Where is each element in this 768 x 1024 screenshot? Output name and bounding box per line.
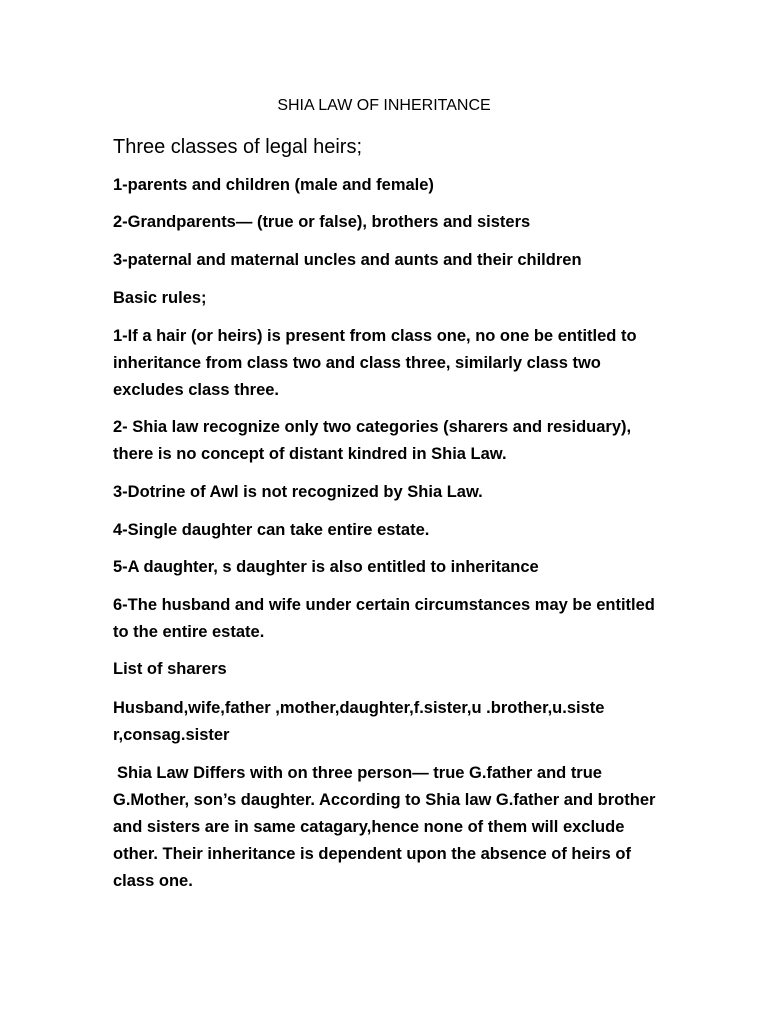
section-heading: Three classes of legal heirs; bbox=[113, 136, 363, 158]
rule-item-4: 4-Single daughter can take entire estate. bbox=[113, 521, 430, 539]
rule-item-2: 2- Shia law recognize only two categories (sharers and residuary), there is no concept of distant kindred in Shia Law. bbox=[113, 418, 632, 463]
closing-paragraph: Shia Law Differs with on three person— true G.father and true G.Mother, son’s daughter. According to Shia law G.father and brother and sisters are in same catagary,hence none of them will exclude other. Their inheritance is dependent upon the absence of heirs of class one. bbox=[113, 764, 656, 890]
sharers-list-line-1: Husband,wife,father ,mother,daughter,f.sister,u .brother,u.siste bbox=[113, 699, 605, 717]
class-item-1: 1-parents and children (male and female) bbox=[113, 176, 434, 194]
class-item-2: 2-Grandparents— (true or false), brothers and sisters bbox=[113, 213, 531, 231]
rule-item-6: 6-The husband and wife under certain circumstances may be entitled to the entire estate. bbox=[113, 596, 655, 641]
document-title: SHIA LAW OF INHERITANCE bbox=[277, 97, 491, 114]
basic-rules-label: Basic rules; bbox=[113, 289, 207, 307]
rule-item-1: 1-If a hair (or heirs) is present from class one, no one be entitled to inheritance from class two and class three, similarly class two excludes class three. bbox=[113, 327, 637, 399]
class-item-3: 3-paternal and maternal uncles and aunts and their children bbox=[113, 251, 582, 269]
sharers-label: List of sharers bbox=[113, 660, 227, 678]
rule-item-3: 3-Dotrine of Awl is not recognized by Shia Law. bbox=[113, 483, 483, 501]
sharers-list-line-2: r,consag.sister bbox=[113, 726, 230, 744]
rule-item-5: 5-A daughter, s daughter is also entitled to inheritance bbox=[113, 558, 539, 576]
